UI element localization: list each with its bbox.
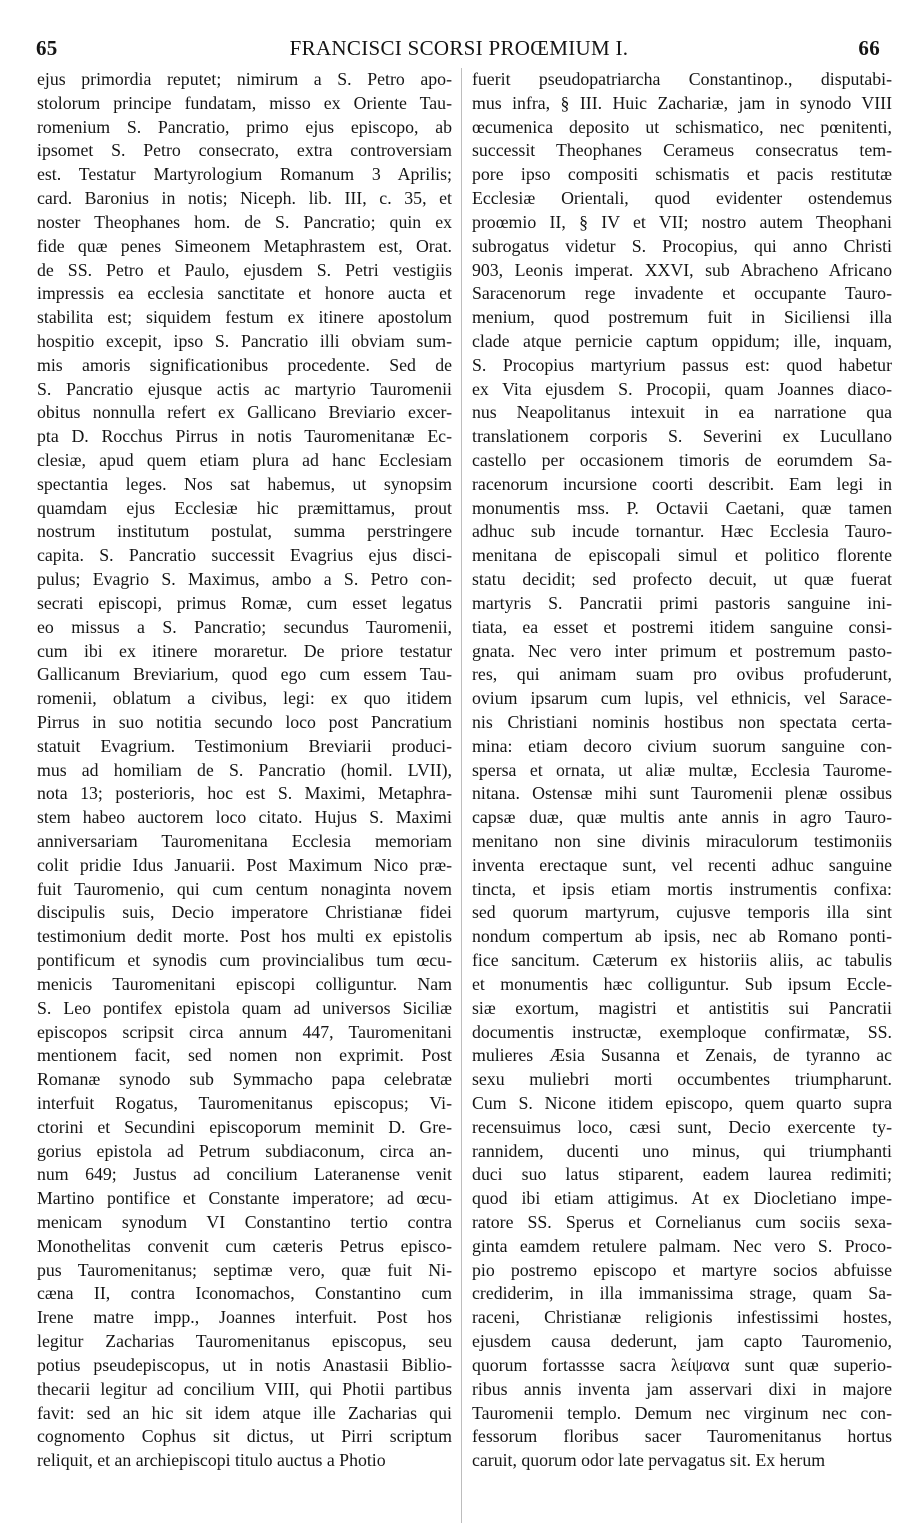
- text-line: cognomento Cophus sit dictus, ut Pirri scriptum: [37, 1426, 452, 1447]
- text-line: S. Procopius martyrium passus est: quod habetur: [472, 354, 892, 375]
- text-line: adhuc sub incude tornantur. Hæc Ecclesia Tauro-: [472, 521, 892, 542]
- text-line: 903, Leonis imperat. XXVI, sub Abracheno Africano: [472, 259, 892, 280]
- text-line: pus Tauromenitanus; septimæ vero, quæ fuit Ni-: [37, 1259, 452, 1280]
- text-line: raceni, Christianæ religionis infestissimi hostes,: [472, 1307, 892, 1328]
- text-line: nondum compertum ab ipsis, nec ab Romano ponti-: [472, 926, 892, 947]
- text-line: fide quæ penes Simeonem Metaphrastem est, Orat.: [37, 235, 452, 256]
- text-line: monumentis mss. P. Octavii Caetani, quæ tamen: [472, 497, 892, 518]
- text-line: ovium ipsarum cum lupis, vel ethnicis, vel Sarace-: [472, 688, 892, 709]
- text-line: clade atque pernicie captum oppidum; ille, inquam,: [472, 330, 892, 351]
- text-line: statuit Evagrium. Testimonium Breviarii produci-: [37, 735, 452, 756]
- text-line: nis Christiani nominis hostibus non spectata certa-: [472, 711, 892, 732]
- text-line: menitana de episcopali simul et politico florente: [472, 545, 892, 566]
- text-line: nus Neapolitanus intexuit in ea narratione qua: [472, 402, 892, 423]
- text-line: translationem corporis S. Severini ex Lucullano: [472, 426, 892, 447]
- text-line: res, qui animam suam pro ovibus profuderunt,: [472, 664, 892, 685]
- text-line: nostrum institutum postulat, summa perstringere: [37, 521, 452, 542]
- text-line: eo missus a S. Pancratio; secundus Tauromenii,: [37, 616, 452, 637]
- text-line: mus infra, § III. Huic Zachariæ, jam in synodo VIII: [472, 92, 892, 113]
- text-line: noster Theophanes hom. de S. Pancratio; quin ex: [37, 211, 452, 232]
- text-line: Martino pontifice et Constante imperatore; ad œcu-: [37, 1188, 452, 1209]
- text-line: Saracenorum rege invadente et occupante Tauro-: [472, 283, 892, 304]
- text-line: pio postremo episcopo et martyre socios abfuisse: [472, 1259, 892, 1280]
- text-line: ejus primordia reputet; nimirum a S. Petro apo-: [37, 69, 452, 89]
- text-line: menicis Tauromenitani episcopi colliguntur. Nam: [37, 973, 452, 994]
- text-line: Cum S. Nicone itidem episcopo, quem quarto supra: [472, 1092, 892, 1113]
- text-line: Romanæ synodo sub Symmacho papa celebratæ: [37, 1069, 452, 1090]
- text-line: Tauromenii templo. Demum nec virginum nec con-: [472, 1402, 892, 1423]
- text-line: legitur Zacharias Tauromenitanus episcopus, seu: [37, 1331, 452, 1352]
- text-line: rannidem, ducenti uno minus, qui triumphanti: [472, 1140, 892, 1161]
- text-line: reliquit, et an archiepiscopi titulo auctus a Photio: [37, 1450, 386, 1471]
- text-line: menium, quod postremum fuit in Siciliensi illa: [472, 307, 892, 328]
- text-line: ratore SS. Sperus et Cornelianus cum sociis sexa-: [472, 1212, 892, 1232]
- text-line: S. Pancratio ejusque actis ac martyrio Tauromenii: [37, 378, 452, 399]
- text-line: ex Vita ejusdem S. Procopii, quam Joannes diaco-: [472, 378, 892, 399]
- text-line: testimonium dedit morte. Post hos multi ex epistolis: [37, 926, 452, 947]
- text-line: spectantia leges. Nos sat habemus, ut synopsim: [37, 473, 452, 494]
- text-line: sed quorum martyrum, cujusve temporis illa sint: [472, 902, 892, 923]
- text-line: menitano non sine divinis miraculorum testimoniis: [472, 831, 892, 851]
- text-line: quorum fortassse sacra λείψανα sunt quæ superio-: [472, 1354, 892, 1375]
- text-line: mulieres Æsia Susanna et Zenais, de tyranno ac: [472, 1045, 892, 1066]
- text-line: fice sancitum. Cæterum ex historiis aliis, ac tabulis: [472, 950, 892, 971]
- text-line: S. Leo pontifex epistola quam ad universos Siciliæ: [37, 997, 452, 1018]
- text-line: fessorum floribus sacer Tauromenitanus hortus: [472, 1426, 892, 1447]
- text-line: Pirrus in suo notitia secundo loco post Pancratium: [37, 711, 452, 732]
- text-line: successit Theophanes Cerameus consecratus tem-: [472, 140, 892, 161]
- text-line: anniversariam Tauromenitana Ecclesia memoriam: [37, 831, 452, 851]
- text-line: interfuit Rogatus, Tauromenitanus episcopus; Vi-: [37, 1092, 452, 1113]
- text-line: clesiæ, apud quem etiam plura ad hanc Ecclesiam: [37, 450, 452, 470]
- text-line: quod ibi etiam attigimus. At ex Diocletiano impe-: [472, 1188, 892, 1209]
- text-line: mentionem facit, sed nomen non exprimit. Post: [37, 1045, 452, 1066]
- text-line: favit: sed an hic sit idem atque ille Zacharias qui: [37, 1402, 452, 1423]
- text-line: tiata, ea esset et postremi itidem sanguine consi-: [472, 616, 892, 637]
- text-line: romenium S. Pancratio, primo ejus episcopo, ab: [37, 116, 452, 137]
- text-line: gorius epistola ad Petrum subdiaconum, circa an-: [37, 1140, 452, 1161]
- text-line: Monothelitas convenit cum cæteris Petrus episco-: [37, 1235, 452, 1256]
- text-line: cum ibi ex itinere moraretur. De priore testatur: [37, 640, 452, 661]
- text-line: racenorum incursione coorti describit. Eam legi in: [472, 473, 892, 494]
- text-line: capita. S. Pancratio successit Evagrius ejus disci-: [37, 545, 452, 566]
- text-line: Irene matre impp., Joannes interfuit. Post hos: [37, 1307, 452, 1328]
- text-line: card. Baronius in notis; Niceph. lib. III, c. 35, et: [37, 188, 452, 209]
- text-line: pore ipso compositi schismatis et pacis restitutæ: [472, 164, 892, 185]
- text-line: crediderim, in illa immanissima strage, quam Sa-: [472, 1283, 892, 1304]
- text-line: subrogatus videtur S. Procopius, qui anno Christi: [472, 235, 892, 256]
- text-line: martyris S. Pancratii primi pastoris sanguine ini-: [472, 592, 892, 613]
- text-line: stabilita est; siquidem festum ex itinere apostolum: [37, 307, 452, 328]
- text-line: mina: etiam decoro civium suorum sanguine con-: [472, 735, 892, 756]
- text-line: ginta eamdem retulere palmam. Nec vero S. Proco-: [472, 1235, 892, 1256]
- text-line: ctorini et Secundini episcoporum meminit D. Gre-: [37, 1116, 452, 1137]
- text-line: Gallicanum Breviarium, quod ego cum essem Tau-: [37, 664, 452, 685]
- text-line: gnata. Nec vero inter primum et postremum pasto-: [472, 640, 892, 661]
- text-line: pta D. Rocchus Pirrus in notis Tauromenitanæ Ec-: [37, 426, 452, 447]
- left-column: [37, 68, 452, 1523]
- text-line: thecarii legitur ad concilium VIII, qui Photii partibus: [37, 1378, 452, 1399]
- right-column: [472, 68, 892, 1523]
- text-line: secrati episcopi, primus Romæ, cum esset legatus: [37, 592, 452, 613]
- text-line: documentis instructæ, exemploque confirmatæ, SS.: [472, 1021, 892, 1042]
- text-line: de SS. Petro et Paulo, ejusdem S. Petri vestigiis: [37, 259, 452, 280]
- running-header: [30, 36, 888, 64]
- text-line: statu decidit; sed profecto decuit, ut quæ fuerat: [472, 569, 892, 590]
- text-line: colit pridie Idus Januarii. Post Maximum Nico præ-: [37, 854, 452, 875]
- text-line: spersa et ornata, ut aliæ multæ, Ecclesia Taurome-: [472, 759, 892, 780]
- text-line: capsæ duæ, quæ multis ante annis in agro Tauro-: [472, 807, 892, 828]
- text-line: fuit Tauromenio, qui cum centum nonaginta novem: [37, 878, 452, 899]
- text-line: stolorum principe fundatam, misso ex Oriente Tau-: [37, 92, 452, 113]
- text-line: pontificum et synodis cum provincialibus tum œcu-: [37, 950, 452, 971]
- text-line: et monumentis hæc colliguntur. Sub ipsum Eccle-: [472, 973, 892, 994]
- text-line: hospitio excepit, ipso S. Pancratio illi obviam sum-: [37, 330, 452, 351]
- text-line: stem habeo auctorem loco citato. Hujus S. Maximi: [37, 807, 452, 828]
- text-line: num 649; Justus ad concilium Lateranense venit: [37, 1164, 452, 1185]
- text-line: potius pseudepiscopus, ut in notis Anastasii Biblio-: [37, 1354, 452, 1375]
- text-line: mis amoris significationibus procedente. Sed de: [37, 354, 452, 375]
- text-line: ribus annis inventa jam asservari dixi in majore: [472, 1378, 892, 1399]
- text-line: ipsomet S. Petro consecrato, extra controversiam: [37, 140, 452, 161]
- text-line: nitana. Ostensæ mihi sunt Tauromenii plenæ ossibus: [472, 783, 892, 804]
- text-line: ejusdem causa dederunt, jam capto Tauromenio,: [472, 1331, 892, 1352]
- text-line: Ecclesiæ Orientali, quod evidenter ostendemus: [472, 188, 892, 209]
- text-line: duci suo latus stiparent, eadem laurea redimiti;: [472, 1164, 892, 1185]
- text-line: impressis ea ecclesia sanctitate et honore aucta et: [37, 283, 452, 304]
- text-line: œcumenica deposito ut schismatico, nec pœnitenti,: [472, 116, 892, 137]
- page-number-left: 65: [36, 36, 58, 60]
- column-divider: [461, 68, 462, 1523]
- text-line: episcopos scripsit circa annum 447, Tauromenitani: [37, 1021, 452, 1042]
- text-line: siæ exortum, magistri et antistitis sui Pancratii: [472, 997, 892, 1018]
- text-line: est. Testatur Martyrologium Romanum 3 Aprilis;: [37, 164, 452, 185]
- text-line: quamdam ejus Ecclesiæ hic præmittamus, prout: [37, 497, 452, 518]
- text-line: caruit, quorum odor late pervagatus sit. Ex herum: [472, 1450, 826, 1471]
- page-number-right: 66: [858, 36, 880, 60]
- text-line: nota 13; posterioris, hoc est S. Maximi, Metaphra-: [37, 783, 452, 804]
- text-line: menicam synodum VI Constantino tertio contra: [37, 1212, 452, 1232]
- text-line: sexu muliebri morti occumbentes triumpharunt.: [472, 1069, 892, 1090]
- text-line: castello per occasionem timoris de eorumdem Sa-: [472, 450, 892, 470]
- text-line: tincta, et ipsis etiam mortis instrumentis confixa:: [472, 878, 892, 899]
- text-line: obitus nonnulla refert ex Gallicano Breviario excer-: [37, 402, 452, 423]
- text-line: recensuimus loco, cæsi sunt, Decio exercente ty-: [472, 1116, 892, 1137]
- text-line: inventa erectaque sunt, vel recenti adhuc sanguine: [472, 854, 892, 875]
- text-line: discipulis suis, Decio imperatore Christianæ fidei: [37, 902, 452, 923]
- running-title: FRANCISCI SCORSI PROŒMIUM I.: [289, 36, 629, 60]
- text-line: mus ad homiliam de S. Pancratio (homil. LVII),: [37, 759, 452, 780]
- text-line: fuerit pseudopatriarcha Constantinop., disputabi-: [472, 69, 892, 89]
- text-line: romenii, oblatum a civibus, legi: ex quo itidem: [37, 688, 452, 709]
- text-line: cæna II, contra Iconomachos, Constantino cum: [37, 1283, 452, 1304]
- text-line: pulus; Evagrio S. Maximus, ambo a S. Petro con-: [37, 569, 452, 590]
- text-line: proœmio II, § IV et VII; nostro autem Theophani: [472, 211, 892, 232]
